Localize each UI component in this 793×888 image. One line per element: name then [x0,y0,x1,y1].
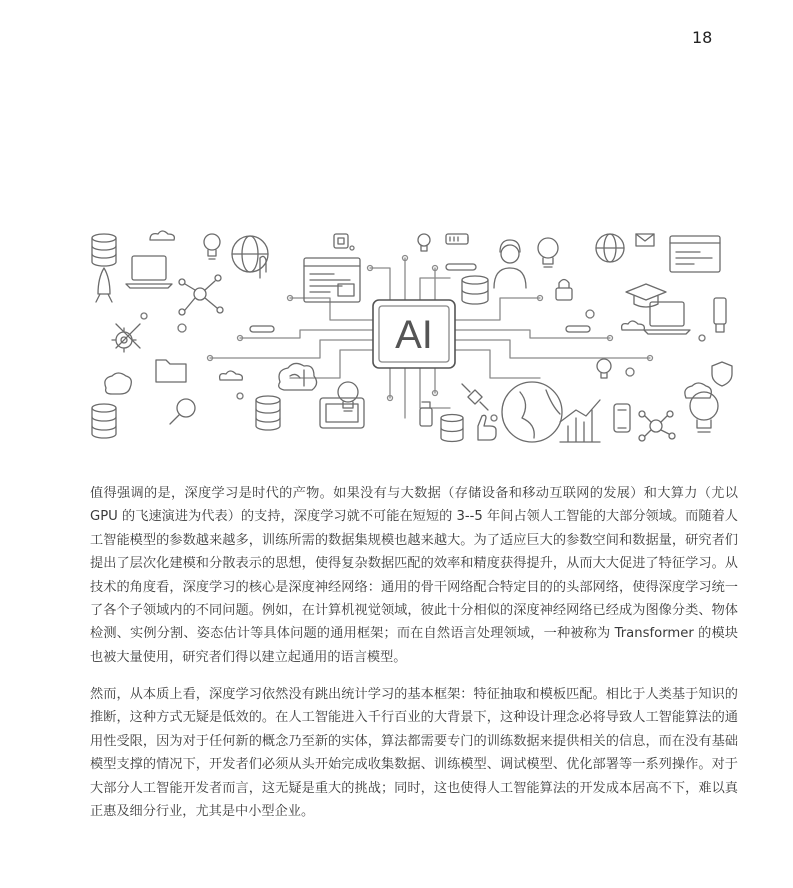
brain-icon [279,363,317,390]
brain-icon [105,373,131,394]
progress-bar-icon [250,326,274,332]
lightbulb-icon [538,238,558,267]
battery-icon [446,234,468,244]
envelope-icon [636,234,654,246]
thumbs-up-icon [478,415,496,440]
ai-chip-icon [373,300,455,368]
ai-chip-label: AI [395,313,433,357]
folder-icon [156,360,186,382]
network-icon [639,411,675,441]
progress-bar-icon [446,264,476,270]
database-icon [92,404,116,438]
graduation-cap-icon [626,284,666,307]
processor-icon [334,234,348,248]
smartphone-icon [614,404,630,432]
paragraph-1: 值得强调的是，深度学习是时代的产物。如果没有与大数据（存储设备和移动互联网的发展）和大算力（尤以 GPU 的飞速演进为代表）的支持，深度学习就不可能在短短的 3--5 年间占领人工智能的大部分领域。而随着人工智能模型的参数越来越多，训练所需的数据集规模也越来越大。为了适应巨大的参数空间和数据量，研究者们提出了层次化建模和分散表示的思想，使得复杂数据匹配的效率和精度获得提升，从而大大促进了特征学习。从技术的角度看，深度学习的核心是深度神经网络：通用的骨干网络配合特定目的的头部网络，使得深度学习统一了各个子领域内的不同问题。例如，在计算机视觉领域，彼此十分相似的深度神经网络已经成为图像分类、物体检测、实例分割、姿态估计等具体问题的通用框架；而在自然语言处理领域，一种被称为 Transformer 的模块也被大量使用，研究者们得以建立起通用的语言模型。 [90,486,738,665]
lightbulb-icon [338,382,358,411]
brain-icon [685,383,711,398]
usb-drive-icon [714,298,726,332]
shield-icon [712,362,732,386]
cloud-icon [150,231,174,240]
browser-window-icon [670,236,720,272]
satellite-icon [462,384,488,410]
ai-technology-illustration [90,228,736,448]
magnifier-icon [170,399,195,424]
tools-icon [116,324,140,348]
database-icon [256,396,280,430]
globe-icon [232,236,268,272]
laptop-icon [126,256,172,288]
rocket-icon [96,268,112,302]
bar-chart-icon [560,400,600,442]
progress-bar-icon [566,326,590,332]
database-icon [441,415,463,442]
usb-drive-icon [420,402,432,426]
lock-icon [556,280,572,301]
smartphone-icon [320,398,364,428]
lightbulb-icon [418,234,430,251]
browser-window-icon [304,258,360,302]
paragraph-2: 然而，从本质上看，深度学习依然没有跳出统计学习的基本框架：特征抽取和模板匹配。相比于人类基于知识的推断，这种方式无疑是低效的。在人工智能进入千行百业的大背景下，这种设计理念必将导致人工智能算法的通用性受限，因为对于任何新的概念乃至新的实体，算法都需要专门的训练数据来提供相关的信息，而在没有基础模型支撑的情况下，开发者们必须从头开始完成收集数据、训练模型、调试模型、优化部署等一系列操作。对于大部分人工智能开发者而言，这无疑是重大的挑战；同时，这也使得人工智能算法的开发成本居高不下，难以真正惠及细分行业，尤其是中小型企业。 [90,687,738,820]
cloud-icon [220,371,243,380]
cloud-icon [622,321,645,330]
globe-icon [502,382,562,442]
page-number: 18 [692,28,713,47]
support-agent-icon [494,240,526,288]
database-icon [462,276,488,304]
network-icon [179,275,223,315]
lightbulb-icon [204,234,220,259]
database-icon [92,234,116,266]
globe-icon [596,234,624,262]
lightbulb-icon [597,359,611,378]
